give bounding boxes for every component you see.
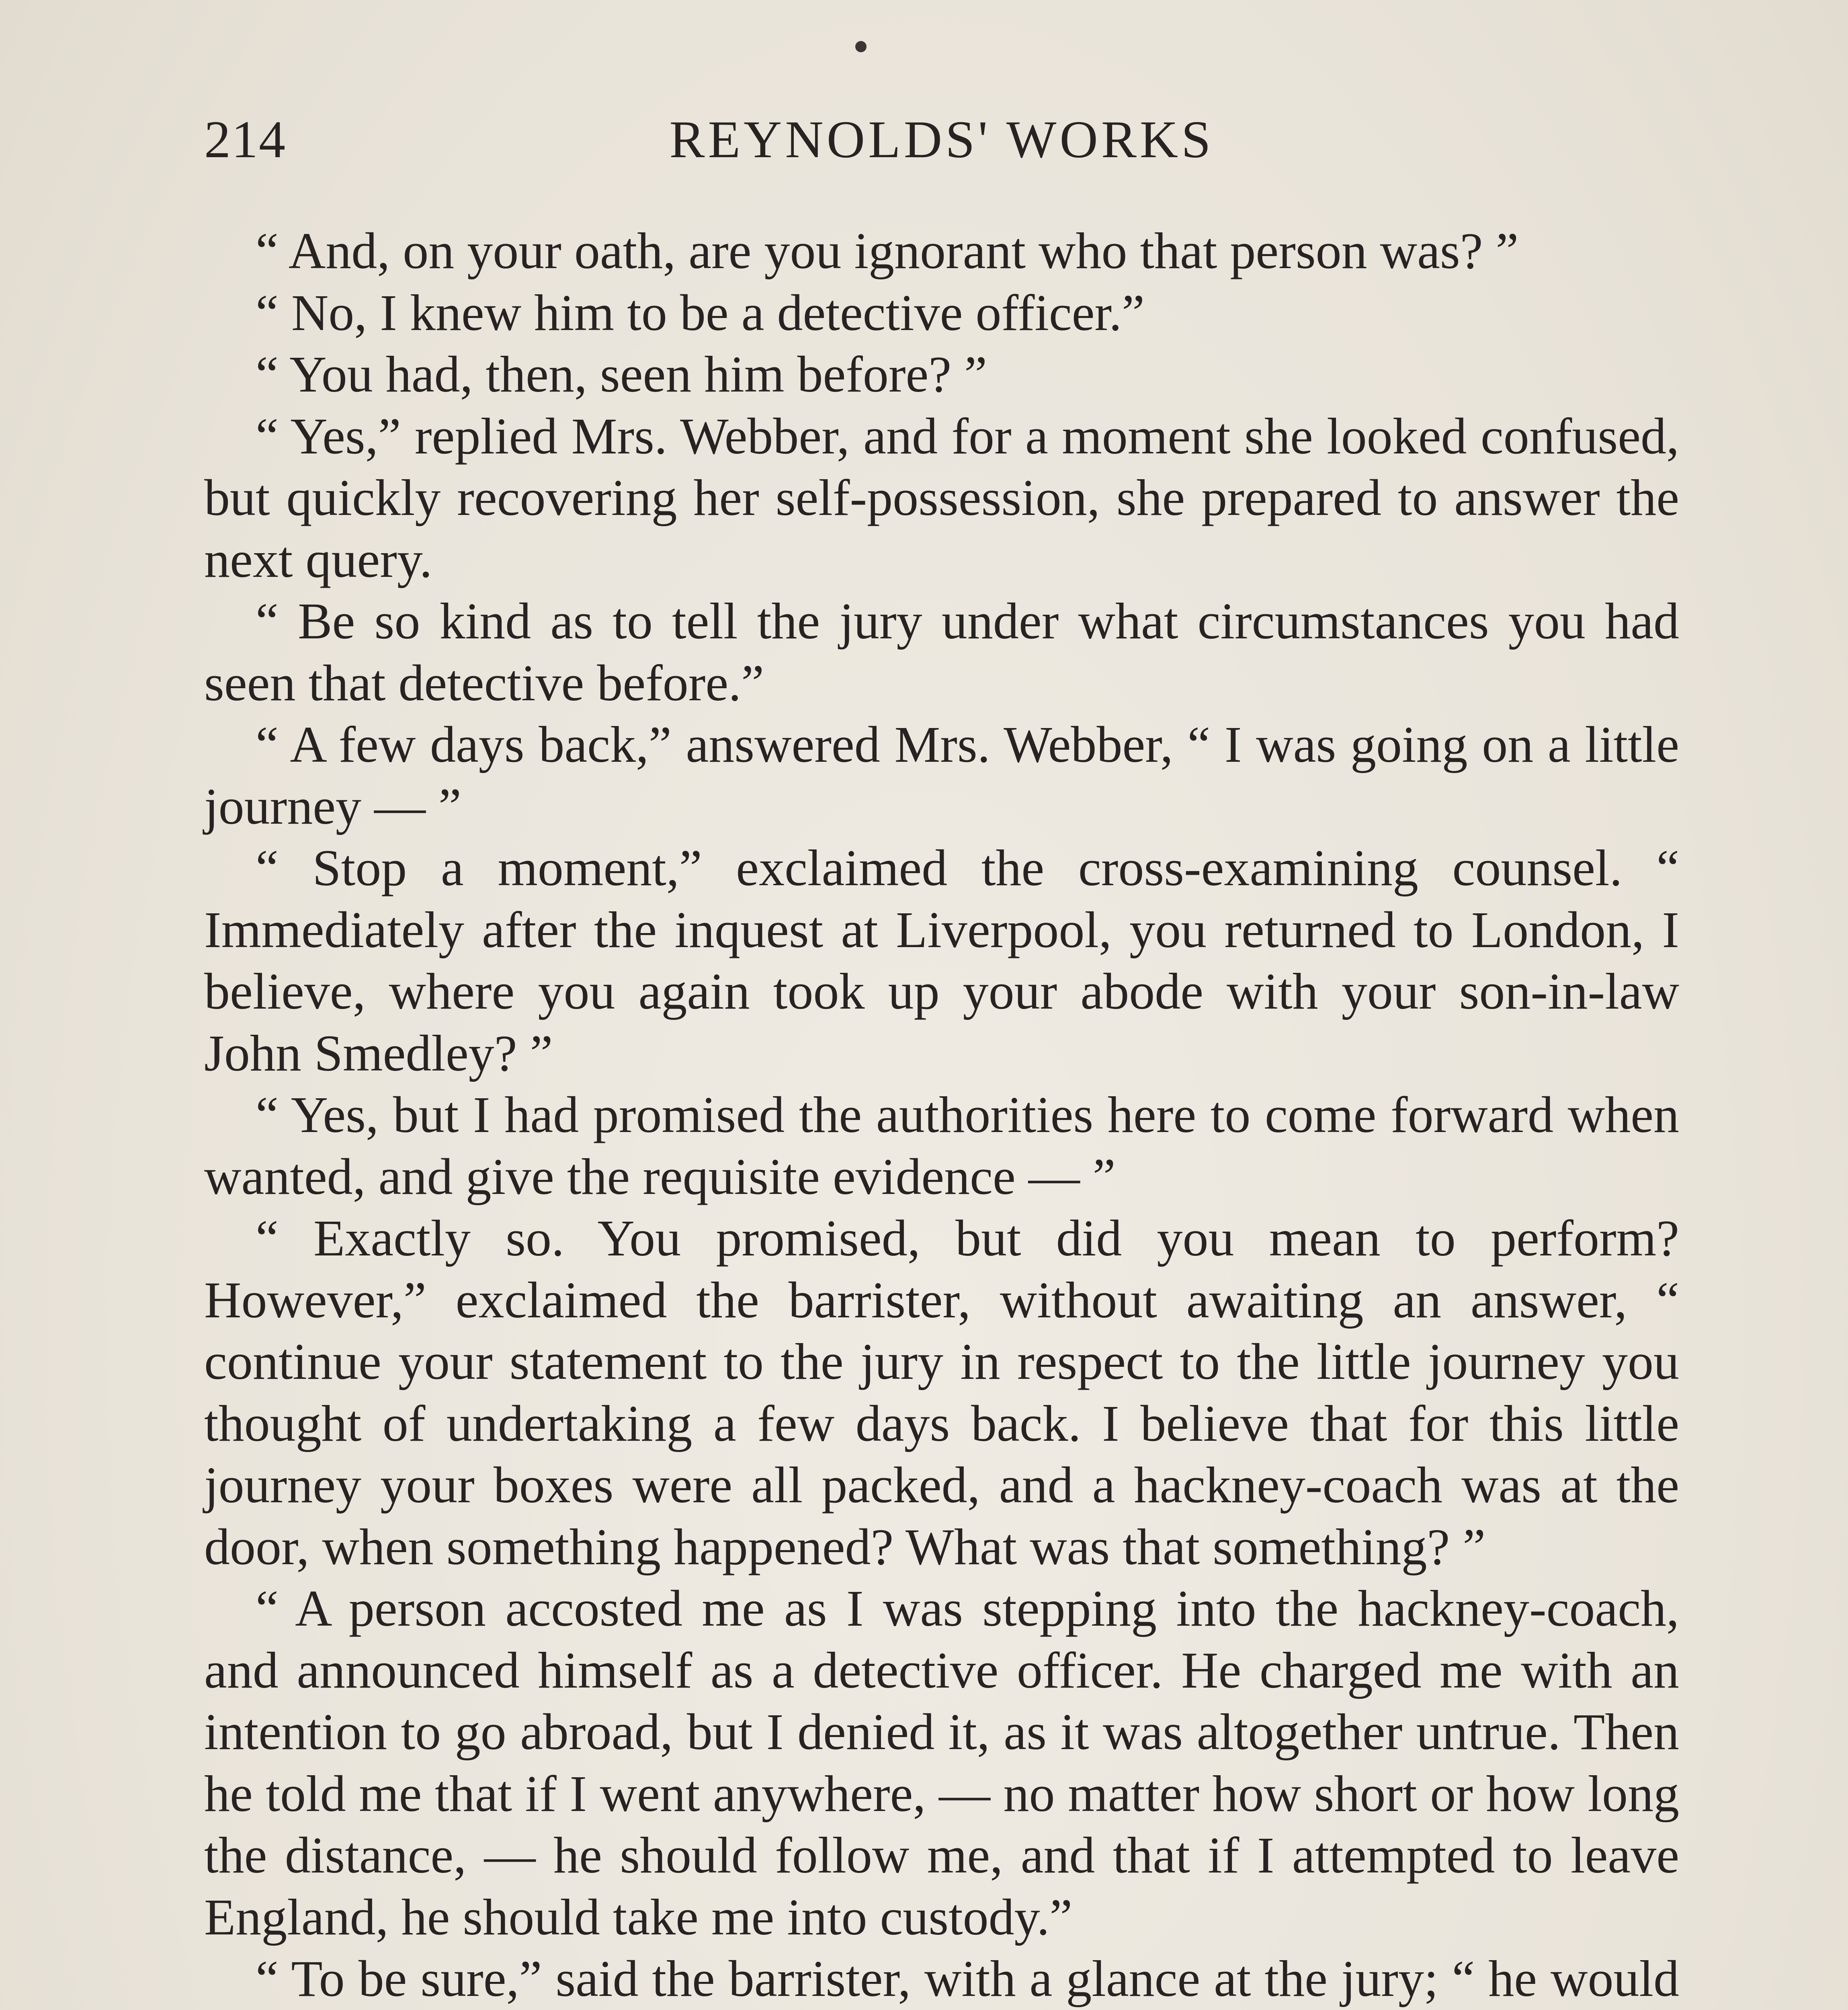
paragraph: “ No, I knew him to be a detective officer.”	[256, 284, 1145, 341]
running-head: REYNOLDS' WORKS	[669, 110, 1214, 169]
page-number: 214	[204, 110, 286, 169]
page-header	[204, 109, 1679, 185]
body-text	[204, 220, 1679, 2010]
page-speck	[855, 41, 867, 52]
paragraph: “ Stop a moment,” exclaimed the cross-examining counsel. “ Immediately after the inquest at Liverpool, you returned to London, I believe, where you again took up your abode with your son-in-law John Smedley? ”	[204, 839, 1679, 1082]
paragraph: “ Yes,” replied Mrs. Webber, and for a moment she looked confused, but quickly recovering her self-possession, she prepared to answer the next query.	[204, 407, 1679, 588]
paragraph: “ Exactly so. You promised, but did you mean to perform? However,” exclaimed the barrister, without awaiting an answer, “ continue your statement to the jury in respect to the little journey you thought of undertaking a few days back. I believe that for this little journey your boxes were all packed, and a hackney-coach was at the door, when something happened? What was that something? ”	[204, 1210, 1679, 1575]
paragraph: “ To be sure,” said the barrister, with a glance at the jury; “ he would	[256, 1950, 1679, 2007]
paragraph: “ A few days back,” answered Mrs. Webber, “ I was going on a little journey — ”	[204, 716, 1679, 835]
paragraph: “ A person accosted me as I was stepping into the hackney-coach, and announced himself as a detective officer. He charged me with an intention to go abroad, but I denied it, as it was altogether untrue. Then he told me that if I went anywhere, — no matter how short or how long the distance, — he should follow me, and that if I attempted to leave England, he should take me into custody.”	[204, 1580, 1679, 1946]
paragraph: “ Yes, but I had promised the authorities here to come forward when wanted, and give the requisite evidence — ”	[204, 1086, 1679, 1205]
paragraph: “ Be so kind as to tell the jury under what circumstances you had seen that detective before.”	[204, 593, 1679, 712]
paragraph: “ And, on your oath, are you ignorant who that person was? ”	[256, 222, 1519, 279]
paragraph: “ You had, then, seen him before? ”	[256, 346, 987, 403]
